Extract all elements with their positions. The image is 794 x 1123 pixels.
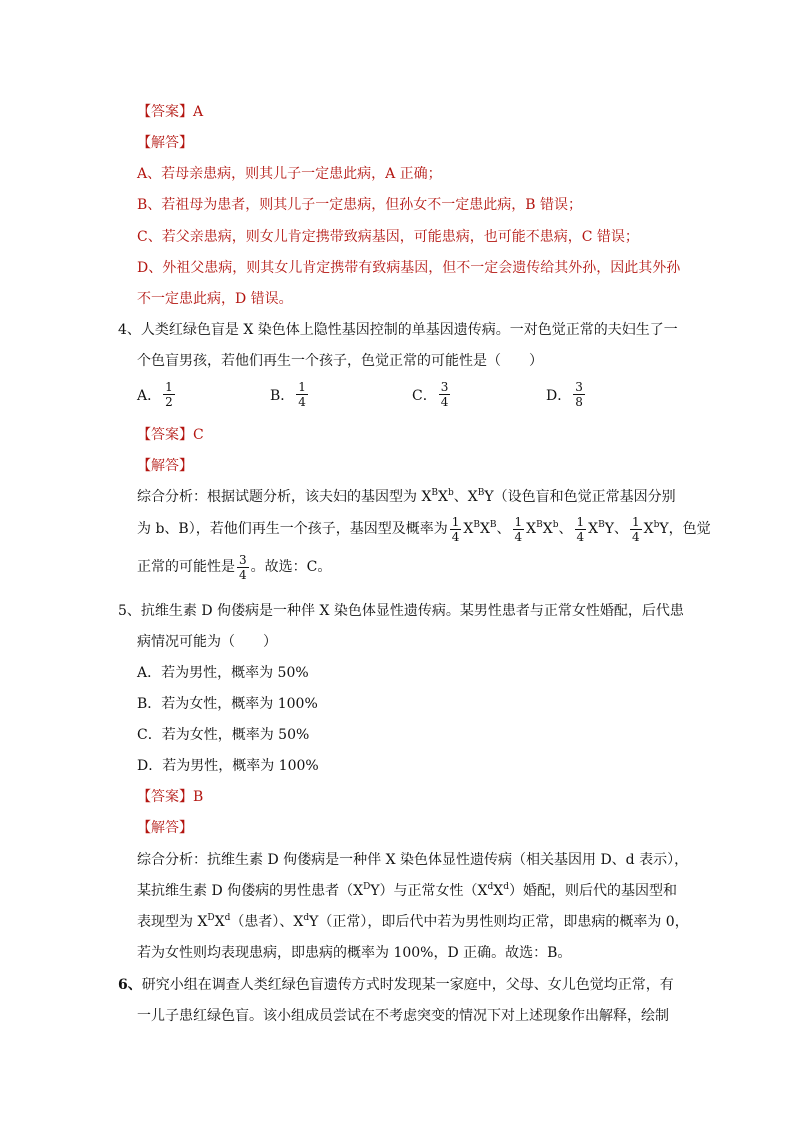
numerator: 1 [451,514,460,529]
analysis-line [137,514,711,544]
text [526,514,572,544]
text: （患者）、X [230,914,304,930]
text: X [643,521,654,537]
superscript: D [363,882,371,892]
option-letter: B． [270,387,295,404]
text: X [463,521,474,537]
answer-label: 【答案】A [137,104,204,120]
text: X [542,521,553,537]
option-a: A．若为男性，概率为 50% [137,665,309,681]
question-number: 6、 [118,977,142,993]
fraction [296,380,308,409]
superscript: B [477,488,485,498]
text: Y（设色盲和色觉正常基因分别 [484,489,676,505]
analysis-line [137,881,677,901]
text: 为 b、B），若他们再生一个孩子，基因型及概率为 [137,521,448,537]
option-c [412,380,452,409]
text: X [526,521,537,537]
text: 、X [453,489,478,505]
superscript: d [487,882,494,892]
text: Y [604,521,614,537]
text: Y）与正常女性（X [370,883,488,899]
explanation-line: 不一定患此病，D 错误。 [137,291,293,307]
denominator: 4 [239,567,247,582]
question-stem: 一儿子患红绿色盲。该小组成员尝试在不考虑突变的情况下对上述现象作出解释，绘制 [137,1008,669,1024]
superscript: b [448,488,454,498]
superscript: B [489,520,497,530]
numerator: 1 [514,514,523,529]
explanation-line: A、若母亲患病，则其儿子一定患此病，A 正确； [137,166,442,182]
numerator: 3 [440,380,449,394]
superscript: b [653,520,660,530]
numerator: 3 [575,380,583,394]
fraction [513,515,525,544]
fraction [163,380,175,409]
denominator: 4 [451,529,460,544]
text: Y [659,521,669,537]
numerator: 1 [576,514,585,529]
superscript: d [224,913,231,923]
option-list [137,380,677,420]
denominator: 4 [298,395,306,409]
text: 、 [558,521,573,537]
text: 。故选：C。 [250,559,332,575]
option-c: C．若为女性，概率为 50% [137,727,310,743]
question-stem: 个色盲男孩，若他们再生一个孩子，色觉正常的可能性是（ ） [137,353,543,369]
fraction [439,380,451,409]
numerator: 1 [165,380,173,394]
analysis-line [137,487,676,507]
text: 、 [496,521,511,537]
text: X [493,883,504,899]
text [463,514,510,544]
fraction [630,515,642,544]
question-stem: 病情况可能为（ ） [137,634,277,650]
option-d [546,380,587,409]
text: 正常的可能性是 [137,559,235,575]
text: ）婚配，则后代的基因型和 [509,883,678,899]
text: X [588,521,599,537]
superscript: d [303,913,310,923]
denominator: 8 [575,395,583,409]
superscript: B [598,520,605,530]
explain-label: 【解答】 [137,820,193,836]
analysis-line [137,912,689,932]
denominator: 4 [576,529,585,544]
superscript: b [552,520,559,530]
analysis-line [137,552,331,582]
text: 综合分析：根据试题分析，该夫妇的基因型为 X [137,489,432,505]
explanation-line: B、若祖母为患者，则其儿子一定患病，但孙女不一定患此病，B 错误； [137,197,583,213]
fraction [450,515,462,544]
numerator: 1 [631,514,640,529]
option-d: D．若为男性，概率为 100% [137,758,319,774]
answer-label: 【答案】C [137,427,204,443]
option-b [270,380,310,409]
text: Y（正常），即后代中若为男性则均正常，即患病的概率为 0， [309,914,689,930]
superscript: B [431,488,439,498]
superscript: D [207,913,215,923]
text: 、 [613,521,628,537]
denominator: 4 [440,395,449,409]
question-stem: 5、抗维生素 D 佝偻病是一种伴 X 染色体显性遗传病。某男性患者与正常女性婚配，后代患 [118,603,684,619]
text: 表现型为 X [137,914,208,930]
question-stem [118,975,674,995]
text: ，色觉 [668,521,711,537]
superscript: B [536,520,543,530]
answer-label: 【答案】B [137,789,204,805]
denominator: 4 [631,529,640,544]
denominator: 4 [514,529,523,544]
explain-label: 【解答】 [137,135,193,151]
text: X [438,489,449,505]
fraction [573,380,585,409]
option-letter: A． [137,387,162,404]
analysis-line: 综合分析：抗维生素 D 佝偻病是一种伴 X 染色体显性遗传病（相关基因用 D、d 表示）， [137,852,689,868]
analysis-line: 若为女性则均表现患病，即患病的概率为 100%，D 正确。故选：B。 [137,945,572,961]
option-b: B．若为女性，概率为 100% [137,696,318,712]
text: 某抗维生素 D 佝偻病的男性患者（X [137,883,364,899]
text: 研究小组在调查人类红绿色盲遗传方式时发现某一家庭中，父母、女儿色觉均正常，有 [141,977,674,993]
question-stem: 4、人类红绿色盲是 X 染色体上隐性基因控制的单基因遗传病。一对色觉正常的夫妇生了一 [118,322,678,338]
option-letter: D． [546,387,572,404]
explain-label: 【解答】 [137,458,193,474]
numerator: 3 [239,552,247,567]
explanation-line: C、若父亲患病，则女儿肯定携带致病基因，可能患病，也可能不患病，C 错误； [137,229,639,245]
fraction [575,515,587,544]
denominator: 2 [165,395,173,409]
superscript: B [473,520,480,530]
superscript: d [503,882,510,892]
text [588,514,628,544]
text [644,514,669,544]
fraction [237,553,249,582]
option-letter: C． [412,387,437,404]
explanation-line: D、外祖父患病，则其女儿肯定携带有致病基因，但不一定会遗传给其外孙，因此其外孙 [137,260,681,276]
option-a [137,380,177,409]
text: X [214,914,225,930]
text: X [479,521,490,537]
numerator: 1 [298,380,306,394]
